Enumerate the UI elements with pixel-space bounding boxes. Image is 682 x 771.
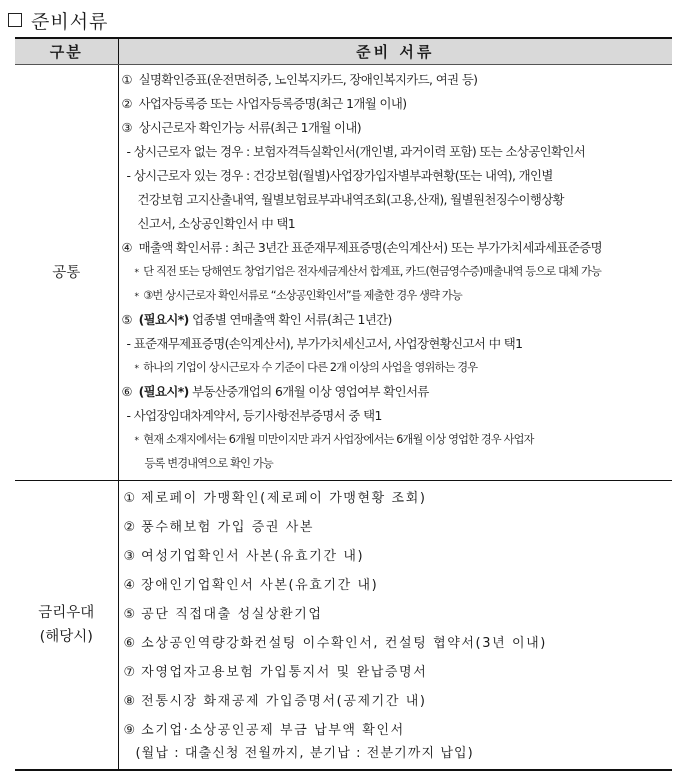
list-note-continued: 등록 변경내역으로 확인 가능 (144, 457, 273, 470)
list-subitem-continued: 건강보험 고지산출내역, 월별보험료부과내역조회(고용,산재), 월별원천징수이행상황 (137, 192, 564, 207)
table-row-common (15, 65, 672, 481)
list-item: ② 풍수해보험 가입 증권 사본 (123, 520, 315, 535)
asterisk-icon: * (134, 292, 139, 302)
asterisk-icon: * (134, 268, 139, 278)
list-item-continued: (월납 : 대출신청 전월까지, 분기납 : 전분기까지 납입) (135, 746, 474, 761)
category-label: 공통 (52, 264, 81, 281)
list-item: ① 제로페이 가맹확인(제로페이 가맹현황 조회) (123, 491, 427, 506)
header-category: 구분 (15, 38, 118, 65)
list-item: ④ 매출액 확인서류 : 최근 3년간 표준재무제표증명(손익계산서) 또는 부가가치세과세표준증명 (121, 240, 602, 255)
list-item: ③ 상시근로자 확인가능 서류(최근 1개월 이내) (121, 120, 361, 135)
list-item: ② 사업자등록증 또는 사업자등록증명(최근 1개월 이내) (121, 96, 407, 111)
checkbox-icon (8, 13, 22, 27)
list-subitem: - 표준재무제표증명(손익계산서), 부가가치세신고서, 사업장현황신고서 中 택1 (126, 336, 523, 351)
list-subitem-continued: 신고서, 소상공인확인서 中 택1 (137, 216, 295, 231)
list-item: ⑤ (필요시*) 업종별 연매출액 확인 서류(최근 1년간) (121, 312, 392, 327)
asterisk-icon: * (134, 436, 139, 446)
required-documents-table (15, 37, 672, 771)
header-documents: 준비 서류 (118, 38, 672, 65)
category-sublabel: (해당시) (39, 629, 93, 645)
list-item: ③ 여성기업확인서 사본(유효기간 내) (123, 549, 365, 564)
list-note: * 현재 소재지에서는 6개월 미만이지만 과거 사업장에서는 6개월 이상 영업한 경우 사업자 (134, 433, 534, 446)
table-header-row (15, 38, 672, 65)
list-note: * 단 직전 또는 당해연도 창업기업은 전자세금계산서 합계표, 카드(현금영수증)매출내역 등으로 대체 가능 (134, 265, 601, 278)
section-title-text: 준비서류 (31, 10, 109, 33)
list-item: ⑥ 소상공인역량강화컨설팅 이수확인서, 컨설팅 협약서(3년 이내) (123, 636, 547, 651)
list-subitem: - 상시근로자 있는 경우 : 건강보험(월별)사업장가입자별부과현황(또는 내역), 개인별 (126, 168, 553, 183)
asterisk-icon: * (134, 364, 139, 374)
category-label: 금리우대 (38, 605, 95, 621)
list-item: ④ 장애인기업확인서 사본(유효기간 내) (123, 578, 379, 593)
list-item: ⑦ 자영업자고용보험 가입통지서 및 완납증명서 (123, 665, 428, 680)
list-item: ⑥ (필요시*) 부동산중개업의 6개월 이상 영업여부 확인서류 (121, 384, 429, 399)
list-note: * 하나의 기업이 상시근로자 수 기준이 다른 2개 이상의 사업을 영위하는 경우 (134, 361, 478, 374)
list-item: ⑨ 소기업·소상공인공제 부금 납부액 확인서 (123, 723, 405, 738)
list-subitem: - 사업장임대차계약서, 등기사항전부증명서 중 택1 (126, 408, 382, 423)
section-title (8, 8, 108, 32)
documents-common (118, 65, 672, 481)
list-item: ⑤ 공단 직접대출 성실상환기업 (123, 607, 323, 622)
list-item: ① 실명확인증표(운전면허증, 노인복지카드, 장애인복지카드, 여권 등) (121, 72, 478, 87)
category-common (15, 65, 118, 481)
list-subitem: - 상시근로자 없는 경우 : 보험자격득실확인서(개인별, 과거이력 포함) 또는 소상공인확인서 (126, 144, 586, 159)
list-note: * ③번 상시근로자 확인서류로 “소상공인확인서”를 제출한 경우 생략 가능 (134, 289, 462, 302)
list-item: ⑧ 전통시장 화재공제 가입증명서(공제기간 내) (123, 694, 427, 709)
